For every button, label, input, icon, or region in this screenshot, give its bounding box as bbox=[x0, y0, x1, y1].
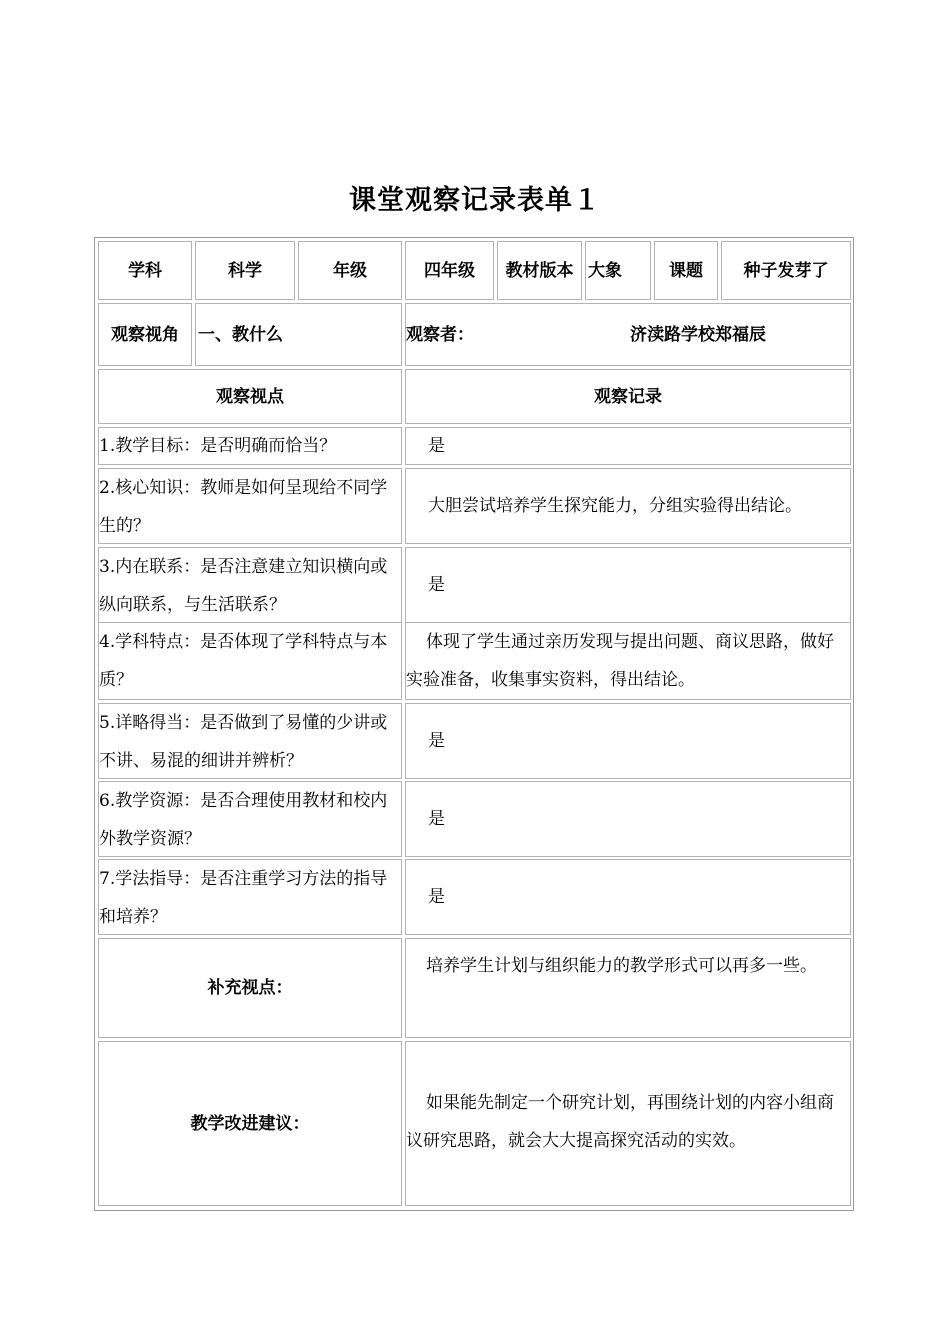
column-header-records: 观察记录 bbox=[405, 369, 851, 424]
observation-record: 体现了学生通过亲历发现与提出问题、商议思路，做好实验准备，收集事实资料，得出结论。 bbox=[405, 622, 851, 700]
observer-value: 济渎路学校郑福辰 bbox=[630, 324, 766, 345]
perspective-value: 一、教什么 bbox=[195, 303, 402, 366]
grade-value: 四年级 bbox=[405, 241, 494, 300]
observation-record: 是 bbox=[405, 781, 851, 857]
observer-label: 观察者： bbox=[406, 324, 474, 345]
topic-label: 课题 bbox=[654, 241, 718, 300]
textbook-value: 大象 bbox=[585, 241, 651, 300]
observation-record: 是 bbox=[405, 859, 851, 935]
perspective-label: 观察视角 bbox=[98, 303, 192, 366]
improvement-text: 如果能先制定一个研究计划，再围绕计划的内容小组商议研究思路，就会大大提高探究活动的实效。 bbox=[405, 1041, 851, 1206]
observation-point: 5.详略得当：是否做到了易懂的少讲或不讲、易混的细讲并辨析？ bbox=[98, 703, 402, 779]
observer-cell bbox=[405, 303, 851, 366]
subject-label: 学科 bbox=[98, 241, 192, 300]
grade-label: 年级 bbox=[298, 241, 402, 300]
column-header-points: 观察视点 bbox=[98, 369, 402, 424]
observation-point: 3.内在联系：是否注意建立知识横向或纵向联系，与生活联系？ bbox=[98, 547, 402, 623]
supplement-text: 培养学生计划与组织能力的教学形式可以再多一些。 bbox=[405, 938, 851, 1038]
improvement-label: 教学改进建议： bbox=[98, 1041, 402, 1206]
observation-record: 是 bbox=[405, 703, 851, 779]
subject-value: 科学 bbox=[195, 241, 295, 300]
supplement-label: 补充视点： bbox=[98, 938, 402, 1038]
page-title: 课堂观察记录表单１ bbox=[349, 185, 601, 216]
observation-record: 是 bbox=[405, 547, 851, 623]
observation-point: 4.学科特点：是否体现了学科特点与本质？ bbox=[98, 622, 402, 700]
observation-point: 2.核心知识：教师是如何呈现给不同学生的？ bbox=[98, 468, 402, 544]
observation-record: 是 bbox=[405, 427, 851, 465]
observation-point: 1.教学目标：是否明确而恰当？ bbox=[98, 427, 402, 465]
observation-point: 6.教学资源：是否合理使用教材和校内外教学资源？ bbox=[98, 781, 402, 857]
textbook-label: 教材版本 bbox=[497, 241, 582, 300]
topic-value: 种子发芽了 bbox=[721, 241, 851, 300]
observation-point: 7.学法指导：是否注重学习方法的指导和培养？ bbox=[98, 859, 402, 935]
observation-record: 大胆尝试培养学生探究能力，分组实验得出结论。 bbox=[405, 468, 851, 544]
